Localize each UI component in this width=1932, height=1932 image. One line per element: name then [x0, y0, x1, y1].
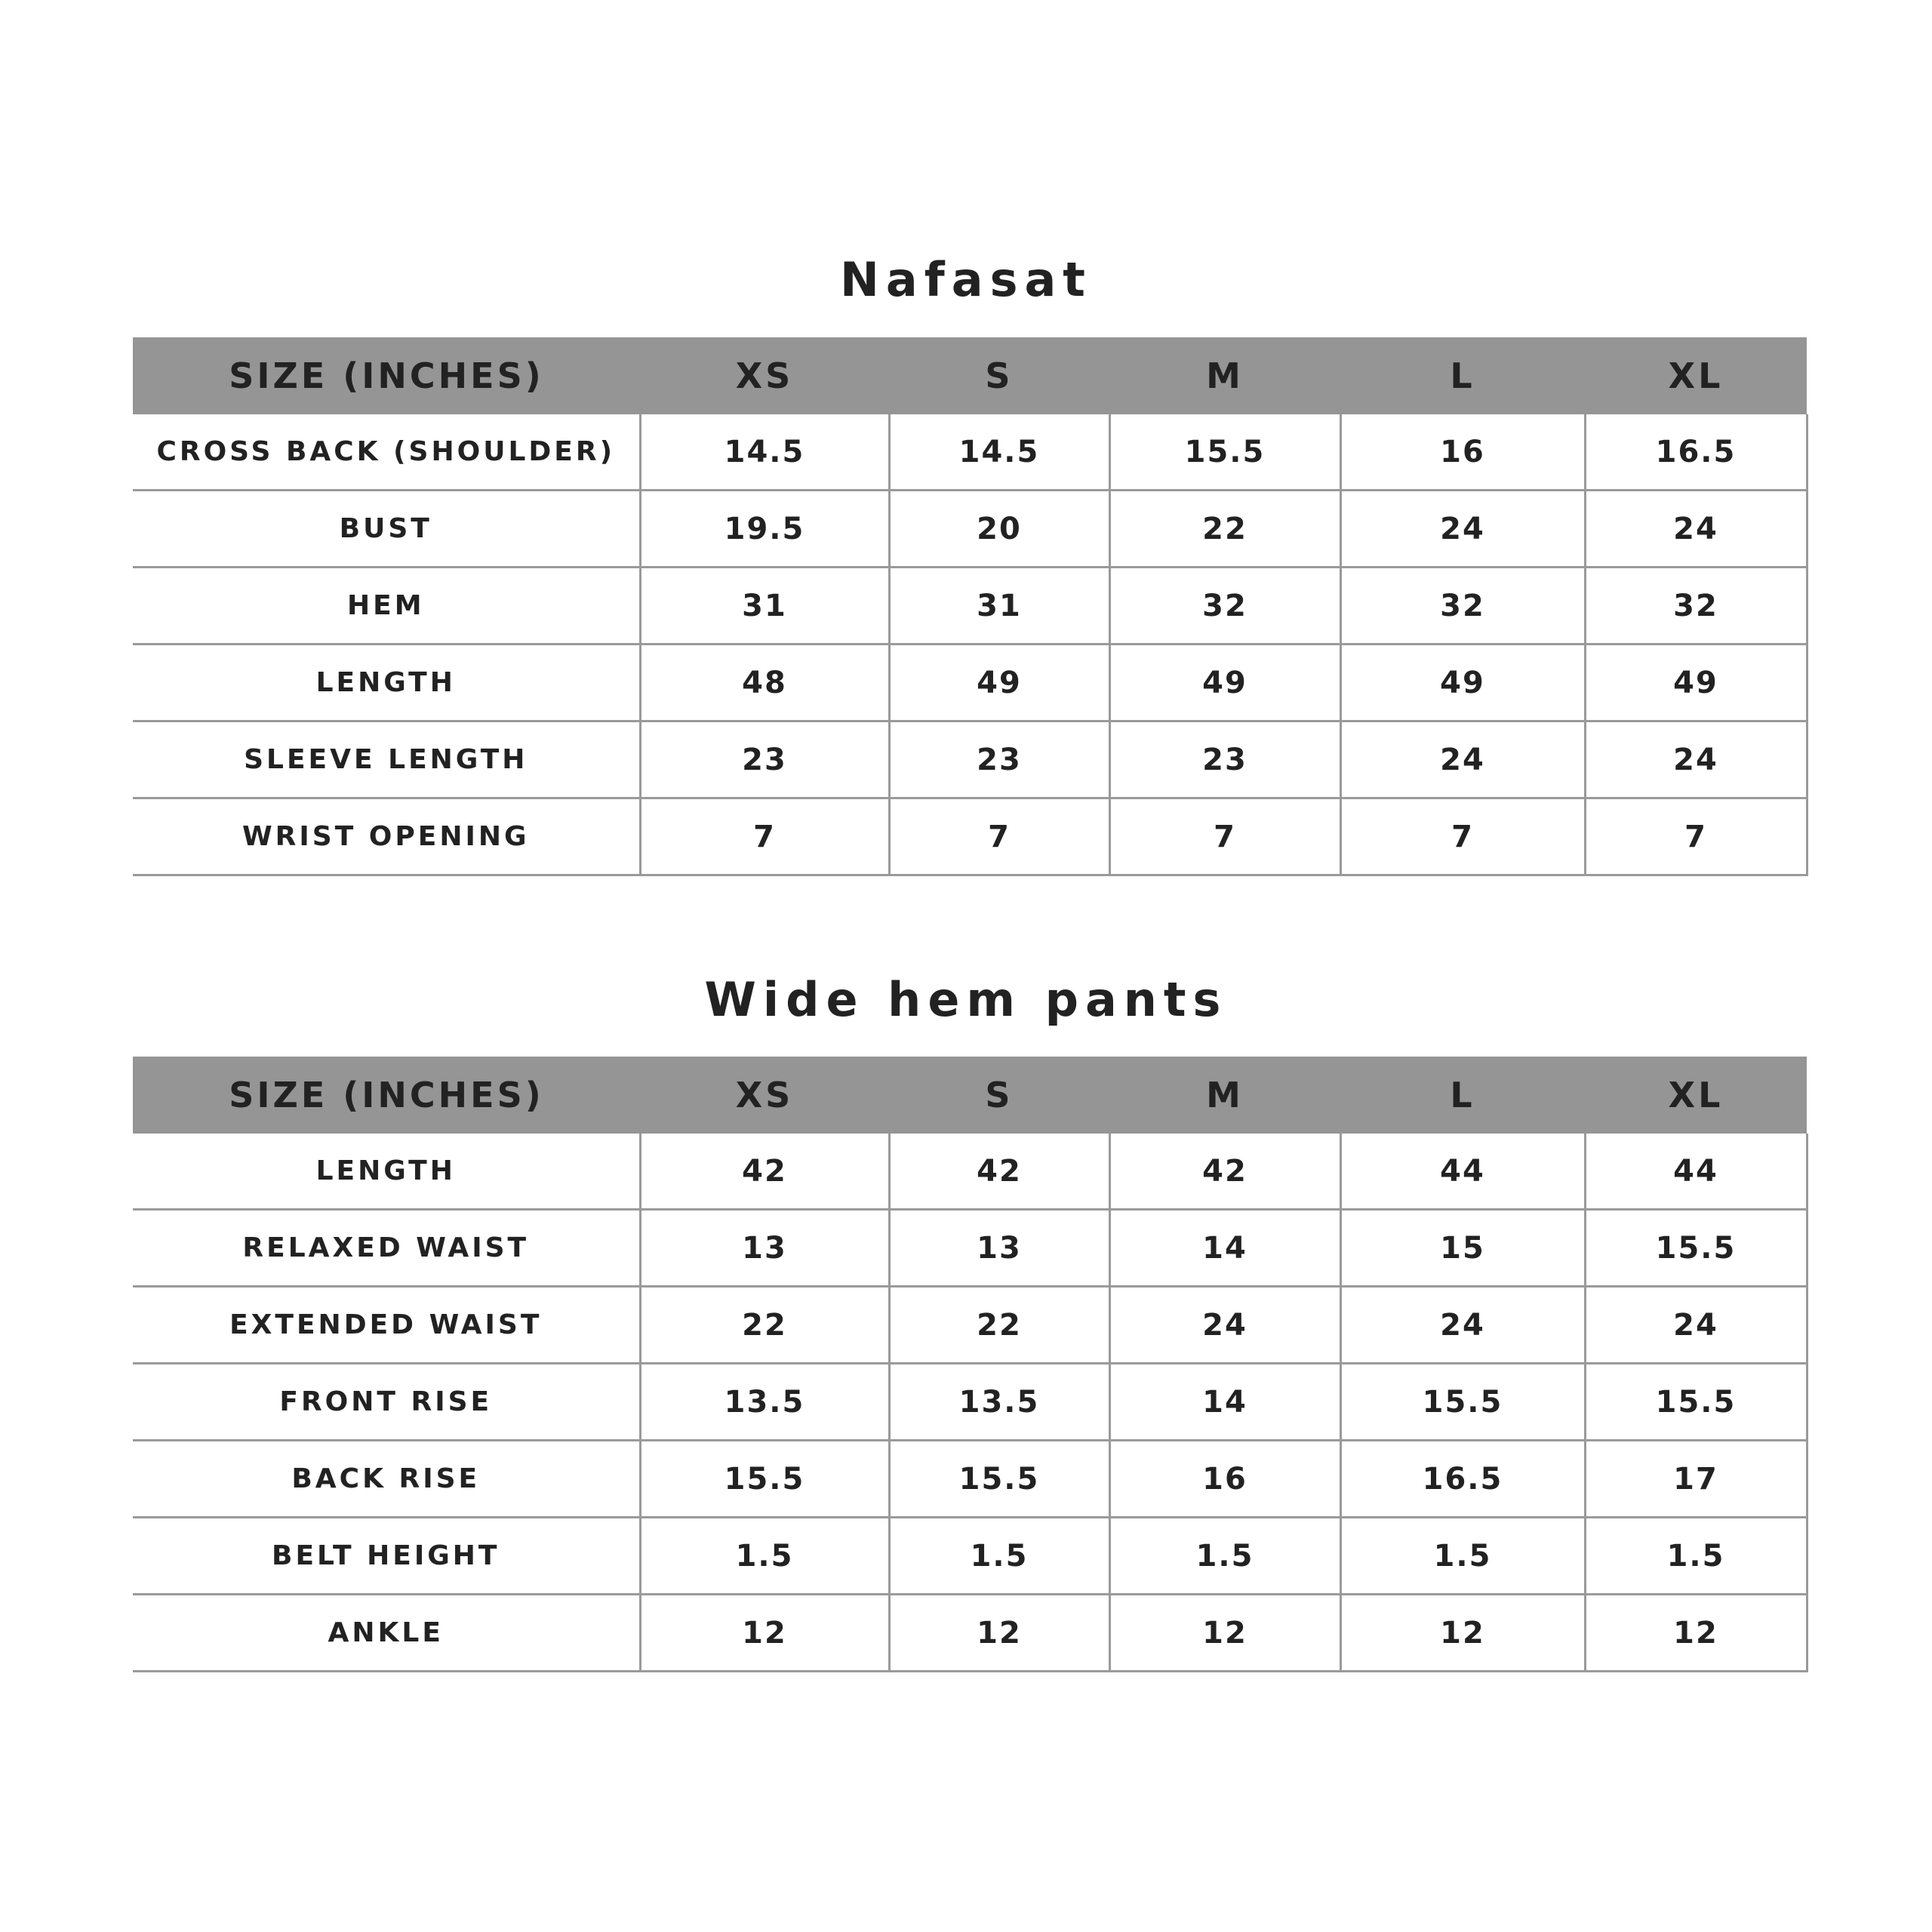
measurement-value: 16 — [1340, 414, 1585, 491]
measurement-value: 23 — [889, 721, 1109, 798]
measurement-value: 24 — [1109, 1287, 1340, 1364]
measurement-label: RELAXED WAIST — [133, 1210, 640, 1287]
measurement-value: 24 — [1585, 1287, 1807, 1364]
wide-hem-pants-size-table — [133, 1057, 1808, 1672]
size-column-header: XS — [640, 1057, 889, 1134]
table-row — [133, 721, 1807, 798]
measurement-value: 32 — [1340, 568, 1585, 645]
measurement-value: 31 — [889, 568, 1109, 645]
measurement-value: 16.5 — [1340, 1441, 1585, 1518]
table-row — [133, 568, 1807, 645]
measurement-value: 44 — [1340, 1134, 1585, 1210]
size-column-header: XL — [1585, 1057, 1807, 1134]
measurement-value: 7 — [889, 798, 1109, 875]
size-column-header: XS — [640, 337, 889, 414]
measurement-value: 48 — [640, 645, 889, 721]
table-row — [133, 1287, 1807, 1364]
measurement-value: 22 — [889, 1287, 1109, 1364]
measurement-value: 23 — [640, 721, 889, 798]
measurement-value: 1.5 — [1109, 1518, 1340, 1595]
size-column-header: M — [1109, 337, 1340, 414]
measurement-value: 7 — [1109, 798, 1340, 875]
measurement-value: 16 — [1109, 1441, 1340, 1518]
measurement-label: FRONT RISE — [133, 1364, 640, 1441]
measurement-value: 22 — [640, 1287, 889, 1364]
size-units-header: SIZE (INCHES) — [133, 1057, 640, 1134]
measurement-value: 7 — [640, 798, 889, 875]
measurement-value: 24 — [1585, 721, 1807, 798]
measurement-value: 12 — [1109, 1595, 1340, 1672]
nafasat-title: Nafasat — [840, 252, 1092, 307]
measurement-value: 13 — [640, 1210, 889, 1287]
measurement-value: 42 — [889, 1134, 1109, 1210]
measurement-value: 24 — [1340, 1287, 1585, 1364]
measurement-value: 15.5 — [640, 1441, 889, 1518]
measurement-value: 12 — [1585, 1595, 1807, 1672]
nafasat-size-table — [133, 337, 1808, 876]
measurement-value: 32 — [1109, 568, 1340, 645]
measurement-label: CROSS BACK (SHOULDER) — [133, 414, 640, 491]
measurement-label: BUST — [133, 491, 640, 568]
table-row — [133, 645, 1807, 721]
measurement-value: 7 — [1585, 798, 1807, 875]
measurement-value: 12 — [640, 1595, 889, 1672]
size-column-header: L — [1340, 337, 1585, 414]
measurement-value: 15.5 — [1585, 1364, 1807, 1441]
measurement-label: ANKLE — [133, 1595, 640, 1672]
measurement-value: 23 — [1109, 721, 1340, 798]
measurement-label: BACK RISE — [133, 1441, 640, 1518]
measurement-value: 42 — [640, 1134, 889, 1210]
header-row — [133, 1057, 1807, 1134]
measurement-value: 16.5 — [1585, 414, 1807, 491]
measurement-label: LENGTH — [133, 645, 640, 721]
table-row — [133, 1441, 1807, 1518]
measurement-value: 49 — [889, 645, 1109, 721]
measurement-value: 15.5 — [889, 1441, 1109, 1518]
header-row — [133, 337, 1807, 414]
measurement-value: 32 — [1585, 568, 1807, 645]
size-units-header: SIZE (INCHES) — [133, 337, 640, 414]
measurement-value: 24 — [1340, 721, 1585, 798]
size-column-header: M — [1109, 1057, 1340, 1134]
measurement-value: 24 — [1585, 491, 1807, 568]
measurement-value: 15.5 — [1340, 1364, 1585, 1441]
size-column-header: L — [1340, 1057, 1585, 1134]
measurement-label: BELT HEIGHT — [133, 1518, 640, 1595]
measurement-value: 17 — [1585, 1441, 1807, 1518]
measurement-value: 15.5 — [1585, 1210, 1807, 1287]
table-row — [133, 1364, 1807, 1441]
measurement-label: SLEEVE LENGTH — [133, 721, 640, 798]
measurement-value: 24 — [1340, 491, 1585, 568]
measurement-value: 12 — [1340, 1595, 1585, 1672]
size-column-header: XL — [1585, 337, 1807, 414]
size-column-header: S — [889, 1057, 1109, 1134]
table-row — [133, 1134, 1807, 1210]
measurement-value: 13.5 — [640, 1364, 889, 1441]
table-row — [133, 1595, 1807, 1672]
measurement-value: 19.5 — [640, 491, 889, 568]
measurement-value: 15 — [1340, 1210, 1585, 1287]
measurement-value: 13.5 — [889, 1364, 1109, 1441]
measurement-value: 1.5 — [640, 1518, 889, 1595]
measurement-label: LENGTH — [133, 1134, 640, 1210]
measurement-value: 49 — [1109, 645, 1340, 721]
measurement-value: 14 — [1109, 1210, 1340, 1287]
measurement-value: 14.5 — [889, 414, 1109, 491]
table-row — [133, 798, 1807, 875]
wide-hem-pants-title: Wide hem pants — [704, 972, 1228, 1027]
size-column-header: S — [889, 337, 1109, 414]
measurement-value: 42 — [1109, 1134, 1340, 1210]
table-row — [133, 414, 1807, 491]
measurement-label: WRIST OPENING — [133, 798, 640, 875]
measurement-value: 7 — [1340, 798, 1585, 875]
table-row — [133, 1518, 1807, 1595]
measurement-value: 15.5 — [1109, 414, 1340, 491]
measurement-value: 49 — [1585, 645, 1807, 721]
measurement-value: 12 — [889, 1595, 1109, 1672]
measurement-value: 1.5 — [1585, 1518, 1807, 1595]
measurement-label: EXTENDED WAIST — [133, 1287, 640, 1364]
measurement-value: 31 — [640, 568, 889, 645]
table-row — [133, 491, 1807, 568]
measurement-value: 14.5 — [640, 414, 889, 491]
measurement-value: 49 — [1340, 645, 1585, 721]
measurement-label: HEM — [133, 568, 640, 645]
measurement-value: 13 — [889, 1210, 1109, 1287]
measurement-value: 1.5 — [889, 1518, 1109, 1595]
measurement-value: 22 — [1109, 491, 1340, 568]
measurement-value: 14 — [1109, 1364, 1340, 1441]
measurement-value: 44 — [1585, 1134, 1807, 1210]
measurement-value: 1.5 — [1340, 1518, 1585, 1595]
table-row — [133, 1210, 1807, 1287]
measurement-value: 20 — [889, 491, 1109, 568]
